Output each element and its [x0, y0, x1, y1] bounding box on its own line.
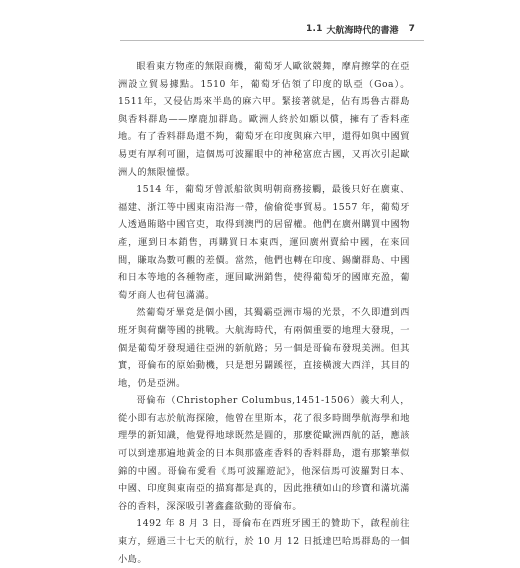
section-number: 1.1 [306, 24, 323, 34]
running-header [306, 20, 426, 38]
paragraph: 1492 年 8 月 3 日，哥倫布在西班牙國王的贊助下，啟程前往東方，經過三十七天的航行，於 10 月 12 日抵達巴哈馬群島的一個小島。 [118, 518, 410, 565]
paragraph: 1514 年，葡萄牙曾派船欲與明朝商務接觸，最後只好在廣東、福建、浙江等中國東南沿海一帶，偷偷從事貿易。1557 年，葡萄牙人透過賄賂中國官吏，取得到澳門的居留權。他們在廣州購買中國物產，運到日本銷售，再購買日本東西，運回廣州賣給中國，在來回間，賺取為數可觀的差價。當然，他們也轉在印度、錫蘭群島、中國和日本等地的各種物產，運回歐洲銷售，使得葡萄牙的國庫充盈，葡萄牙商人也荷包滿滿。 [118, 184, 410, 301]
paragraph: 然葡萄牙畢竟是個小國，其獨霸亞洲市場的光景，不久即遭到西班牙與荷蘭等國的挑戰。大航海時代，有兩個重要的地理大發現，一個是葡萄牙發現通往亞洲的新航路；另一個是哥倫布發現美洲。但其實，哥倫布的原始動機，只是想另闢蹊徑，直接橫渡大西洋，其目的地，仍是亞洲。 [118, 307, 410, 389]
body-text [118, 58, 410, 568]
paragraph: 哥倫布（Christopher Columbus,1451-1506）義大利人，從小即有志於航海探險，他曾在里斯本，花了很多時間學航海學和地理學的新知識，他覺得地球既然是圓的，那麼從歐洲西航的話，應該可以到達那遍地黃金的日本與那盛產香料的香料群島，還有那繁華似錦的中國。哥倫布愛看《馬可波羅遊記》，他深信馬可波羅對日本、中國、印度與東南亞的描寫都是真的，因此推積如山的珍寶和滿坑滿谷的香料，深深吸引著鑫鑫欲動的哥倫布。 [118, 395, 410, 512]
section-title: 大航海時代的書港 [326, 25, 399, 36]
paragraph: 眼看東方物產的無限商機，葡萄牙人歐欲競舞，摩肩擦掌的在亞洲設立貿易據點。1510 年，葡萄牙佔領了印度的臥亞（Goa）。1511年，又侵佔馬來半島的麻六甲。緊接著就是，佔有馬魯古群島與香料群島——摩鹿加群島。歐洲人終於如願以償，擁有了香料產地。有了香料群島還不夠，葡萄牙在印度與麻六甲，還得如與中國貿易更有厚利可圖，這個馬可波羅眼中的神秘富庶古國，又再次引起歐洲人的無限憧憬。 [118, 61, 410, 178]
page-number: 7 [408, 24, 415, 34]
header-divider [120, 40, 424, 41]
